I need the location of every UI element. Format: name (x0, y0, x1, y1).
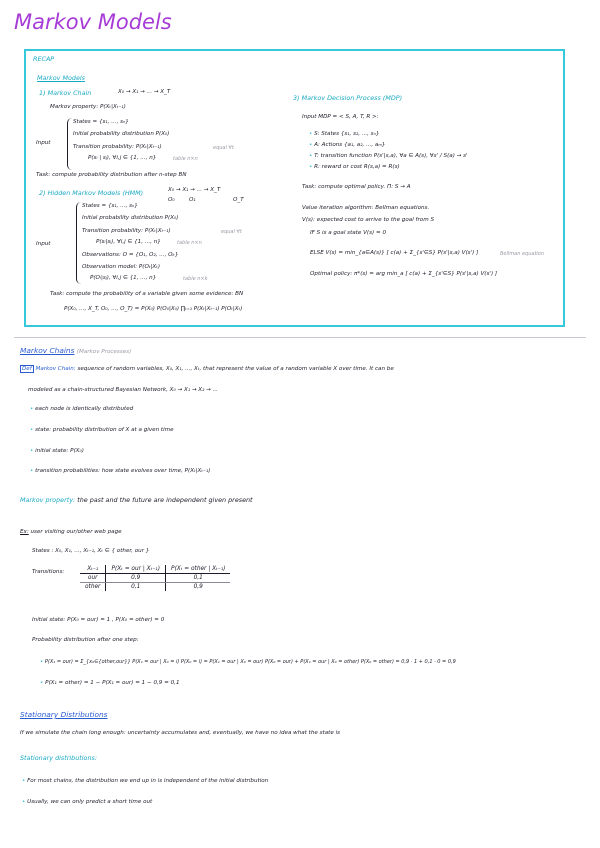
table-header-cell: P(Xₜ = other | Xₜ₋₁) (166, 565, 231, 574)
hmm-input-observations: Observations: O = {O₁, O₂, ..., Oₖ} (82, 252, 179, 258)
stationary-sub: Stationary distributions: (20, 754, 97, 762)
chain-input-initial: Initial probability distribution P(X₀) (73, 131, 170, 137)
prob-dist-heading: Probability distribution after one step: (32, 637, 139, 643)
hmm-input-obs-model: Observation model: P(Oₜ|Xₜ) (82, 264, 161, 270)
chain-input-states: States = {s₁, ..., sₙ} (73, 119, 129, 125)
transitions-label: Transitions: (32, 569, 65, 575)
hmm-table-note-k: table n×k (183, 276, 208, 282)
section-divider (14, 337, 586, 338)
stationary-bullet-2: Usually, we can only predict a short time out (27, 799, 153, 805)
table-header-cell: Xₜ₋₁ (80, 565, 106, 574)
hmm-input-obs-pairs: P(Oᵢ|sⱼ), ∀i,j ∈ {1, ..., n} (90, 275, 157, 281)
states-line: States : X₀, X₁, ..., Xₜ₋₁, Xₜ ∈ { other, our } (32, 548, 150, 554)
chain-bullet-2: state: probability distribution of X at a given time (35, 427, 174, 433)
table-cell: 0,9 (106, 574, 166, 583)
mdp-states: S: States {s₁, s₂, ..., sₙ} (314, 131, 380, 137)
step-one-our: P(X₁ = our) = Σ_{x₀∈{other,our}} P(X₁ = our | X₀ = i) P(X₀ = i) = P(X₁ = our | X₀ = our) P(X₀ = our) + P(X₁ = our | X₀ = other) P(X₀ = other) = 0,9 · 1 + 0,1 · 0 = 0,9 (44, 659, 456, 665)
bullet-icon: • (22, 799, 26, 805)
bullet-icon: • (30, 468, 34, 474)
step-one-other: P(X₁ = other) = 1 − P(X₁ = our) = 1 − 0,9 = 0,1 (45, 680, 180, 686)
initial-state: Initial state: P(X₀ = our) = 1 , P(X₀ = other) = 0 (32, 617, 165, 623)
recap-box (24, 49, 565, 327)
markov-property: Markov property: P(Xₜ|Xₜ₋₁) (50, 104, 126, 110)
vs-definition: V(s): expected cost to arrive to the goal from S (302, 217, 434, 223)
bullet-icon: • (309, 131, 313, 137)
hmm-obs-0: O₀ (168, 197, 175, 203)
optimal-policy: Optimal policy: π*(s) = arg min_a [ c(a) + Σ_{s'∈S} P(s'|s,a) V(s') ] (310, 271, 498, 277)
bullet-icon: • (40, 659, 44, 665)
joint-formula: P(X₀, ..., X_T, O₀, ..., O_T) = P(X₀) P(O₀|X₀) ∏ₜ₌₁ P(Xₜ|Xₜ₋₁) P(Oₜ|Xₜ) (64, 306, 243, 312)
hmm-input-pairs: P(sᵢ|sⱼ), ∀i,j ∈ {1, ..., n} (96, 239, 161, 245)
bullet-icon: • (22, 778, 26, 784)
transition-table (80, 565, 230, 591)
def-text-2: modeled as a chain-structured Bayesian Network, X₀ → X₁ → X₂ → ... (28, 387, 218, 393)
hmm-input-initial: Initial probability distribution P(X₀) (82, 215, 179, 221)
chains-heading: Markov Chains (20, 346, 75, 355)
bullet-icon: • (309, 164, 313, 170)
table-header-cell: P(Xₜ = our | Xₜ₋₁) (106, 565, 166, 574)
bellman-note: Bellman equation (500, 251, 545, 257)
stationary-intro: If we simulate the chain long enough: uncertainty accumulates and, eventually, we have no idea what the state is (20, 730, 341, 736)
table-cell: other (85, 584, 101, 590)
chain-input-pairs: P(sᵢ | sⱼ), ∀i,j ∈ {1, ..., n} (88, 155, 157, 161)
chain-input-transition: Transition probability: P(Xₜ|Xₜ₋₁) (73, 144, 162, 150)
hmm-input-states: States = {s₁, ..., sₙ} (82, 203, 138, 209)
mdp-task: Task: compute optimal policy. Π: S → A (302, 184, 411, 190)
else-line: ELSE V(s) = min_{a∈A(s)} [ c(a) + Σ_{s'∈S} P(s'|s,a) V(s') ] (310, 250, 479, 256)
def-box: Def (22, 366, 32, 372)
example-text: user visiting our/other web page (30, 529, 122, 535)
page-title: Markov Models (14, 10, 172, 34)
table-cell: our (80, 574, 106, 583)
table-cell: 0,9 (166, 583, 231, 592)
property-term: Markov property: (20, 496, 76, 504)
hmm-input-transition: Transition probability: P(Xₜ|Xₜ₋₁) (82, 228, 171, 234)
mdp-actions: A: Actions {a₁, a₂, ..., aₘ} (314, 142, 386, 148)
input-brace (67, 118, 72, 170)
chain-sequence: X₀ → X₁ → ... → X_T (118, 89, 171, 95)
bullet-icon: • (30, 448, 34, 454)
bullet-icon: • (40, 680, 44, 686)
table-header-row (80, 565, 230, 574)
hmm-sequence: X₀ → X₁ → ... → X_T (168, 187, 221, 193)
markov-chain-title: 1) Markov Chain (39, 89, 92, 97)
table-cell: 0,1 (106, 583, 166, 592)
hmm-equal-note: equal ∀t (221, 229, 242, 235)
hmm-input-label: Input (36, 241, 51, 247)
chain-bullet-1: each node is identically distributed (35, 406, 134, 412)
chain-bullet-4: transition probabilities: how state evolves over time, P(Xₜ|Xₜ₋₁) (35, 468, 211, 474)
chain-bullet-3: initial state: P(X₀) (35, 448, 84, 454)
bullet-icon: • (309, 153, 313, 159)
table-note: table n×n (173, 156, 198, 162)
mdp-reward: R: reward or cost R(s,a) = R(s) (314, 164, 400, 170)
equal-note: equal ∀t (213, 145, 234, 151)
property-text: the past and the future are independent given present (77, 496, 253, 504)
def-text: sequence of random variables, X₀, X₁, ..., Xₜ, that represent the value of a random variable X over time. It can be (77, 366, 394, 372)
mdp-input: Input MDP = < S, A, T, R >: (302, 114, 379, 120)
hmm-table-note: table n×n (177, 240, 202, 246)
stationary-heading: Stationary Distributions (20, 710, 108, 719)
recap-heading: Markov Models (37, 74, 85, 82)
table-row (80, 574, 230, 583)
table-cell: 0,1 (166, 574, 231, 583)
stationary-bullet-1: For most chains, the distribution we end up in is independent of the initial distribution (27, 778, 269, 784)
hmm-obs-1: O₁ (189, 197, 196, 203)
table-row (80, 583, 230, 592)
bullet-icon: • (309, 142, 313, 148)
recap-label: RECAP (33, 55, 55, 63)
if-goal-line: IF S is a goal state V(s) = 0 (310, 230, 387, 236)
bullet-icon: • (30, 406, 34, 412)
def-term: Markov Chain: (35, 366, 76, 372)
task-2: Task: compute the probability of a variable given some evidence: BN (50, 291, 244, 297)
chains-heading-note: (Markov Processes) (76, 349, 132, 355)
task-1: Task: compute probability distribution after n-step BN (36, 172, 187, 178)
mdp-title: 3) Markov Decision Process (MDP) (293, 94, 403, 102)
bullet-icon: • (30, 427, 34, 433)
hmm-title: 2) Hidden Markov Models (HMM) (39, 189, 144, 197)
mdp-transition: T: transition function P(s'|s,a), ∀a ∈ A(s), ∀s' / S(a) → s' (314, 153, 468, 159)
value-iteration: Value iteration algorithm: Bellman equations. (302, 205, 430, 211)
example-label: Ex: (20, 529, 29, 535)
hmm-input-brace (76, 202, 81, 284)
hmm-obs-t: O_T (233, 197, 244, 203)
input-label: Input (36, 140, 51, 146)
